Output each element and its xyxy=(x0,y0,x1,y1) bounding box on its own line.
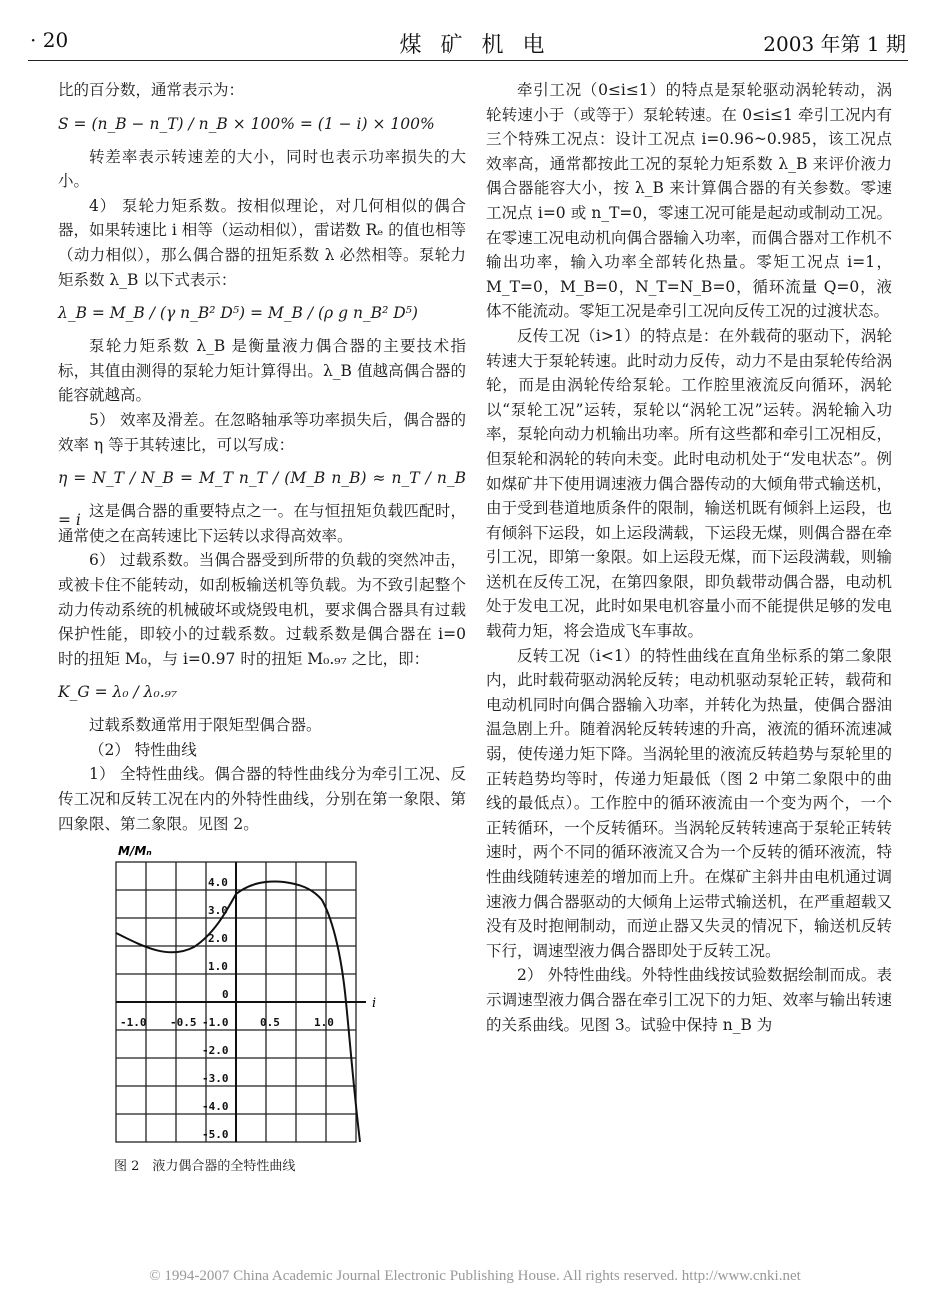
journal-title: 煤 矿 机 电 xyxy=(399,33,551,58)
x-tick-label: -1.0 xyxy=(120,1016,147,1030)
y-tick-label: 1.0 xyxy=(208,960,228,974)
characteristic-curve xyxy=(116,882,360,1143)
paragraph: 5） 效率及滑差。在忽略轴承等功率损失后，偶合器的效率 η 等于其转速比，可以写成： xyxy=(58,410,466,454)
paragraph: 反转工况（i<1）的特性曲线在直角坐标系的第二象限内，此时载荷驱动涡轮反转；电动机驱动泵轮正转，载荷和电动机同时向偶合器输入功率，并转化为热量，使偶合器油温急剧上升。随着涡轮反转转速的升高，液流的循环流速减弱，使传递力矩下降。当涡轮里的液流反转趋势与泵轮里的正转趋势均等时，传递力矩最低（图 2 中第二象限中的曲线的最低点）。工作腔中的循环液流由一个变为两个，一个正转循环，一个反转循环。当涡轮反转转速高于泵轮正转转速时，两个不同的循环液流又合为一个反转的循环液流，特性曲线随转速差的增加而上升。在煤矿主斜井由电机通过调速液力偶合器驱动的大倾角上运带式输送机，在严重超载又没有及时抱闸制动，而逆止器又失灵的情况下，输送机反转下行，调速型液力偶合器即处于反转工况。 xyxy=(486,646,892,960)
y-tick-label: -3.0 xyxy=(202,1072,229,1086)
x-tick-label: 0.5 xyxy=(260,1016,280,1030)
copyright-footer: © 1994-2007 China Academic Journal Electronic Publishing House. All rights reserved. http://www.cnki.net xyxy=(149,1268,801,1284)
paragraph: 转差率表示转速差的大小，同时也表示功率损失的大小。 xyxy=(58,147,466,191)
y-tick-label: 4.0 xyxy=(208,876,228,890)
y-tick-label: -4.0 xyxy=(202,1100,229,1114)
x-axis-title: i xyxy=(372,996,377,1012)
figure-2 xyxy=(114,842,384,1179)
equation-efficiency: η = N_T / N_B = M_T n_T / (M_B n_B) ≈ n_T / n_B = i xyxy=(58,469,466,530)
y-axis-title: M/Mₙ xyxy=(118,844,152,859)
y-tick-label: 3.0 xyxy=(208,904,228,918)
paragraph: 比的百分数，通常表示为： xyxy=(58,81,245,99)
y-tick-label: -1.0 xyxy=(202,1016,229,1030)
y-tick-label: -5.0 xyxy=(202,1128,229,1142)
header-rule xyxy=(28,60,908,61)
right-column xyxy=(486,78,892,1037)
page-number: · 20 xyxy=(30,28,69,52)
characteristic-curve-plot xyxy=(114,842,384,1147)
equation-torque-coefficient: λ_B = M_B / (γ n_B² D⁵) = M_B / (ρ g n_B² D⁵) xyxy=(58,304,418,323)
x-tick-label: 1.0 xyxy=(314,1016,334,1030)
y-tick-label: 0 xyxy=(222,988,229,1002)
paragraph: 过载系数通常用于限矩型偶合器。 xyxy=(89,716,322,735)
paragraph: 牵引工况（0≤i≤1）的特点是泵轮驱动涡轮转动，涡轮转速小于（或等于）泵轮转速。在 0≤i≤1 牵引工况内有三个特殊工况点：设计工况点 i=0.96~0.985，该工况点效率高，通常都按此工况的泵轮力矩系数 λ_B 来评价液力偶合器能容大小，按 λ_B 来计算偶合器的有关参数。零速工况点 i=0 或 n_T=0，零速工况可能是起动或制动工况。在零速工况电动机向偶合器输入功率，而偶合器对工作机不输出功率，输入功率全部转化热量。零矩工况点 i=1，M_T=0，M_B=0，N_T=N_B=0，循环流量 Q=0，液体不能流动。零矩工况是牵引工况向反传工况的过渡状态。 xyxy=(486,81,892,321)
section-heading: （2） 特性曲线 xyxy=(89,740,197,759)
x-tick-label: -0.5 xyxy=(170,1016,197,1030)
equation-slip: S = (n_B − n_T) / n_B × 100% = (1 − i) × 100% xyxy=(58,114,435,133)
y-tick-label: 2.0 xyxy=(208,932,228,946)
y-tick-label: -2.0 xyxy=(202,1044,229,1058)
paragraph: 这是偶合器的重要特点之一。在与恒扭矩负载匹配时，通常使之在高转速比下运转以求得高效率。 xyxy=(58,502,466,545)
issue-label: 2003 年第 1 期 xyxy=(763,32,906,56)
figure-caption: 图 2 液力偶合器的全特性曲线 xyxy=(114,1158,296,1174)
paragraph: 反传工况（i>1）的特点是：在外载荷的驱动下，涡轮转速大于泵轮转速。此时动力反传，动力不是由泵轮传给涡轮，而是由涡轮传给泵轮。工作腔里液流反向循环，涡轮以“泵轮工况”运转，泵轮以“涡轮工况”运转。涡轮输入功率，泵轮向动力机输出功率。所有这些都和牵引工况相反，但泵轮和涡轮的转向未变。此时电动机处于“发电状态”。例如煤矿井下使用调速液力偶合器传动的大倾角带式输送机，由于受到巷道地质条件的限制，输送机既有倾斜上运段，也有倾斜下运段，如上运段满载，下运段无煤，则偶合器在牵引工况，即第一象限。如上运段无煤，而下运段满载，则输送机在反传工况，在第四象限，即负载带动偶合器，电动机处于发电工况，此时如果电机容量小而不能提供足够的发电载荷力矩，将会造成飞车事故。 xyxy=(486,326,892,641)
left-column xyxy=(58,78,466,1179)
paragraph: 4） 泵轮力矩系数。按相似理论，对几何相似的偶合器，如果转速比 i 相等（运动相似），雷诺数 Rₑ 的值也相等（动力相似），那么偶合器的扭矩系数 λ 必然相等。泵轮力矩系数 λ_B 以下式表示： xyxy=(58,196,466,289)
paragraph: 1） 全特性曲线。偶合器的特性曲线分为牵引工况、反传工况和反转工况在内的外特性曲线，分别在第一象限、第四象限、第二象限。见图 2。 xyxy=(58,765,466,833)
paragraph: 泵轮力矩系数 λ_B 是衡量液力偶合器的主要技术指标，其值由测得的泵轮力矩计算得出。λ_B 值越高偶合器的能容就越高。 xyxy=(58,337,466,405)
equation-overload: K_G = λ₀ / λ₀.₉₇ xyxy=(58,683,178,702)
paragraph: 2） 外特性曲线。外特性曲线按试验数据绘制而成。表示调速型液力偶合器在牵引工况下的力矩、效率与输出转速的关系曲线。见图 3。试验中保持 n_B 为 xyxy=(486,966,892,1034)
paragraph: 6） 过载系数。当偶合器受到所带的负载的突然冲击，或被卡住不能转动，如刮板输送机等负载。为不致引起整个动力传动系统的机械破坏或烧毁电机，要求偶合器具有过载保护性能，即较小的过载系数。过载系数是偶合器在 i=0 时的扭矩 M₀，与 i=0.97 时的扭矩 M₀.₉₇ 之比，即： xyxy=(58,551,466,668)
